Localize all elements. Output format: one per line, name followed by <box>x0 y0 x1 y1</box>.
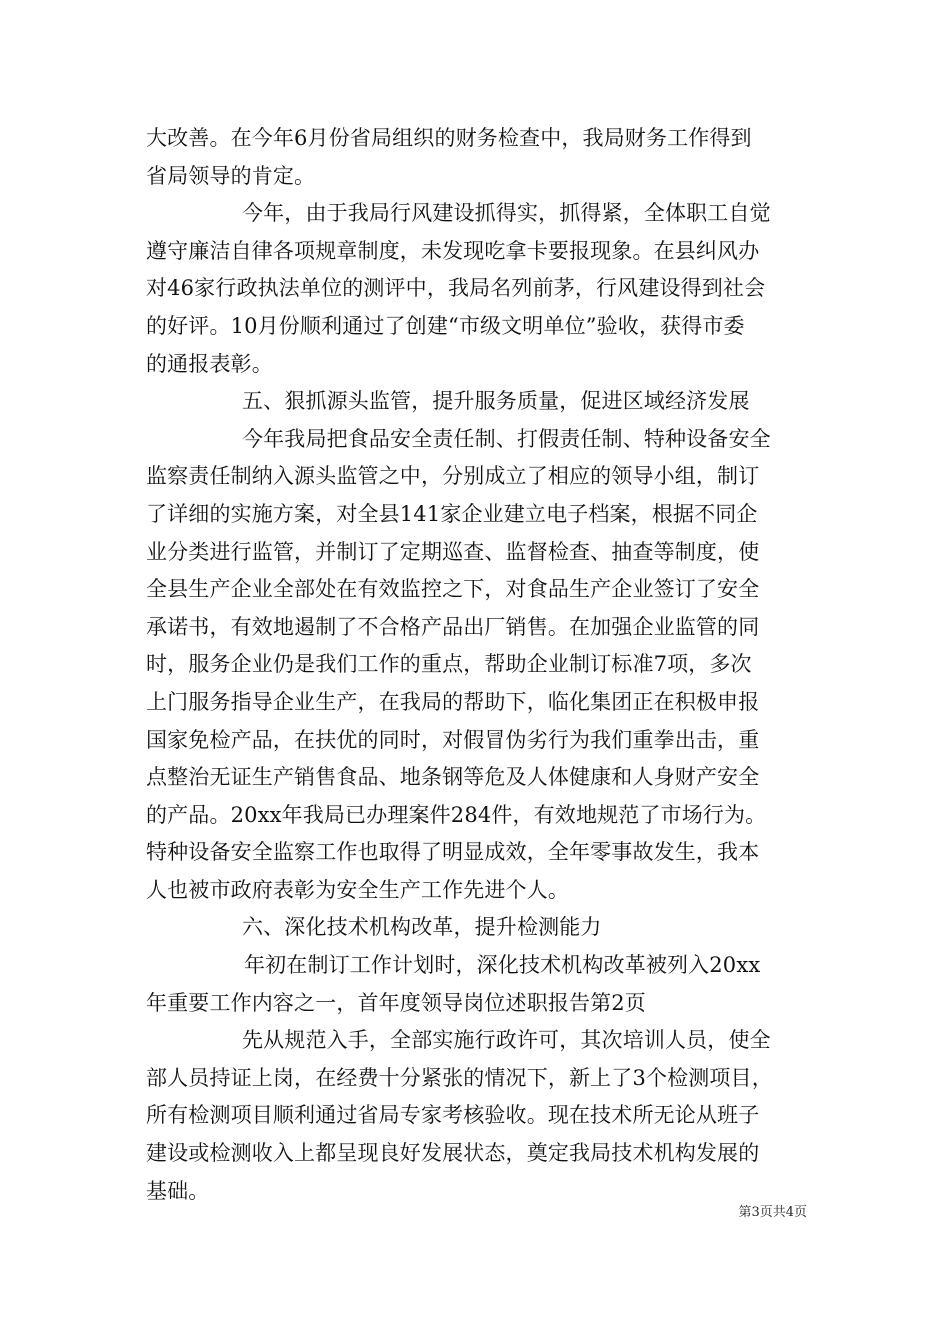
text-line: 的通报表彰。 <box>146 351 273 376</box>
text-line: 基础。 <box>146 1178 210 1203</box>
text-line: 时，服务企业仍是我们工作的重点，帮助企业制订标准7项，多次 <box>146 652 752 677</box>
text-line: 的产品。20xx年我局已办理案件284件，有效地规范了市场行为。 <box>146 802 767 827</box>
text-line: 全县生产企业全部处在有效监控之下，对食品生产企业签订了安全 <box>146 577 760 602</box>
text-line: 大改善。在今年6月份省局组织的财务检查中，我局财务工作得到 <box>146 126 752 150</box>
section-heading-5: 五、狠抓源头监管，提升服务质量，促进区域经济发展 <box>242 389 750 414</box>
text-line: 对46家行政执法单位的测评中，我局名列前茅，行风建设得到社会 <box>146 276 766 301</box>
text-line: 承诺书，有效地遏制了不合格产品出厂销售。在加强企业监管的同 <box>146 614 760 639</box>
section-heading-6: 六、深化技术机构改革，提升检测能力 <box>242 915 602 940</box>
text-line: 部人员持证上岗，在经费十分紧张的情况下，新上了3个检测项目， <box>146 1065 773 1090</box>
text-line: 省局领导的肯定。 <box>146 163 316 188</box>
paragraph-start-line: 年初在制订工作计划时，深化技术机构改革被列入20xx <box>244 953 761 978</box>
paragraph-start-line: 先从规范入手，全部实施行政许可，其次培训人员，使全 <box>242 1028 771 1053</box>
text-line: 业分类进行监管，并制订了定期巡查、监督检查、抽查等制度，使 <box>146 539 760 564</box>
text-line: 建设或检测收入上都呈现良好发展状态，奠定我局技术机构发展的 <box>146 1141 760 1166</box>
text-line: 人也被市政府表彰为安全生产工作先进个人。 <box>146 877 569 902</box>
text-line: 监察责任制纳入源头监管之中，分别成立了相应的领导小组，制订 <box>146 464 760 489</box>
text-line: 国家免检产品，在扶优的同时，对假冒伪劣行为我们重拳出击，重 <box>146 727 760 752</box>
text-line: 上门服务指导企业生产，在我局的帮助下，临化集团正在积极申报 <box>146 689 760 714</box>
text-line: 了详细的实施方案，对全县141家企业建立电子档案，根据不同企 <box>146 501 758 526</box>
paragraph-start-line: 今年我局把食品安全责任制、打假责任制、特种设备安全 <box>242 426 771 451</box>
text-line: 年重要工作内容之一，首年度领导岗位述职报告第2页 <box>146 990 646 1015</box>
text-line: 点整治无证生产销售食品、地条钢等危及人体健康和人身财产安全 <box>146 765 760 790</box>
text-line: 所有检测项目顺利通过省局专家考核验收。现在技术所无论从班子 <box>146 1103 760 1128</box>
document-body <box>146 120 812 1210</box>
paragraph-start-line: 今年，由于我局行风建设抓得实，抓得紧，全体职工自觉 <box>242 201 771 226</box>
text-line: 遵守廉洁自律各项规章制度，未发现吃拿卡要报现象。在县纠风办 <box>146 238 760 263</box>
page-number-footer: 第3页共4页 <box>738 1205 807 1220</box>
text-line: 的好评。10月份顺利通过了创建“市级文明单位”验收，获得市委 <box>146 313 745 338</box>
text-line: 特种设备安全监察工作也取得了明显成效，全年零事故发生，我本 <box>146 840 760 865</box>
